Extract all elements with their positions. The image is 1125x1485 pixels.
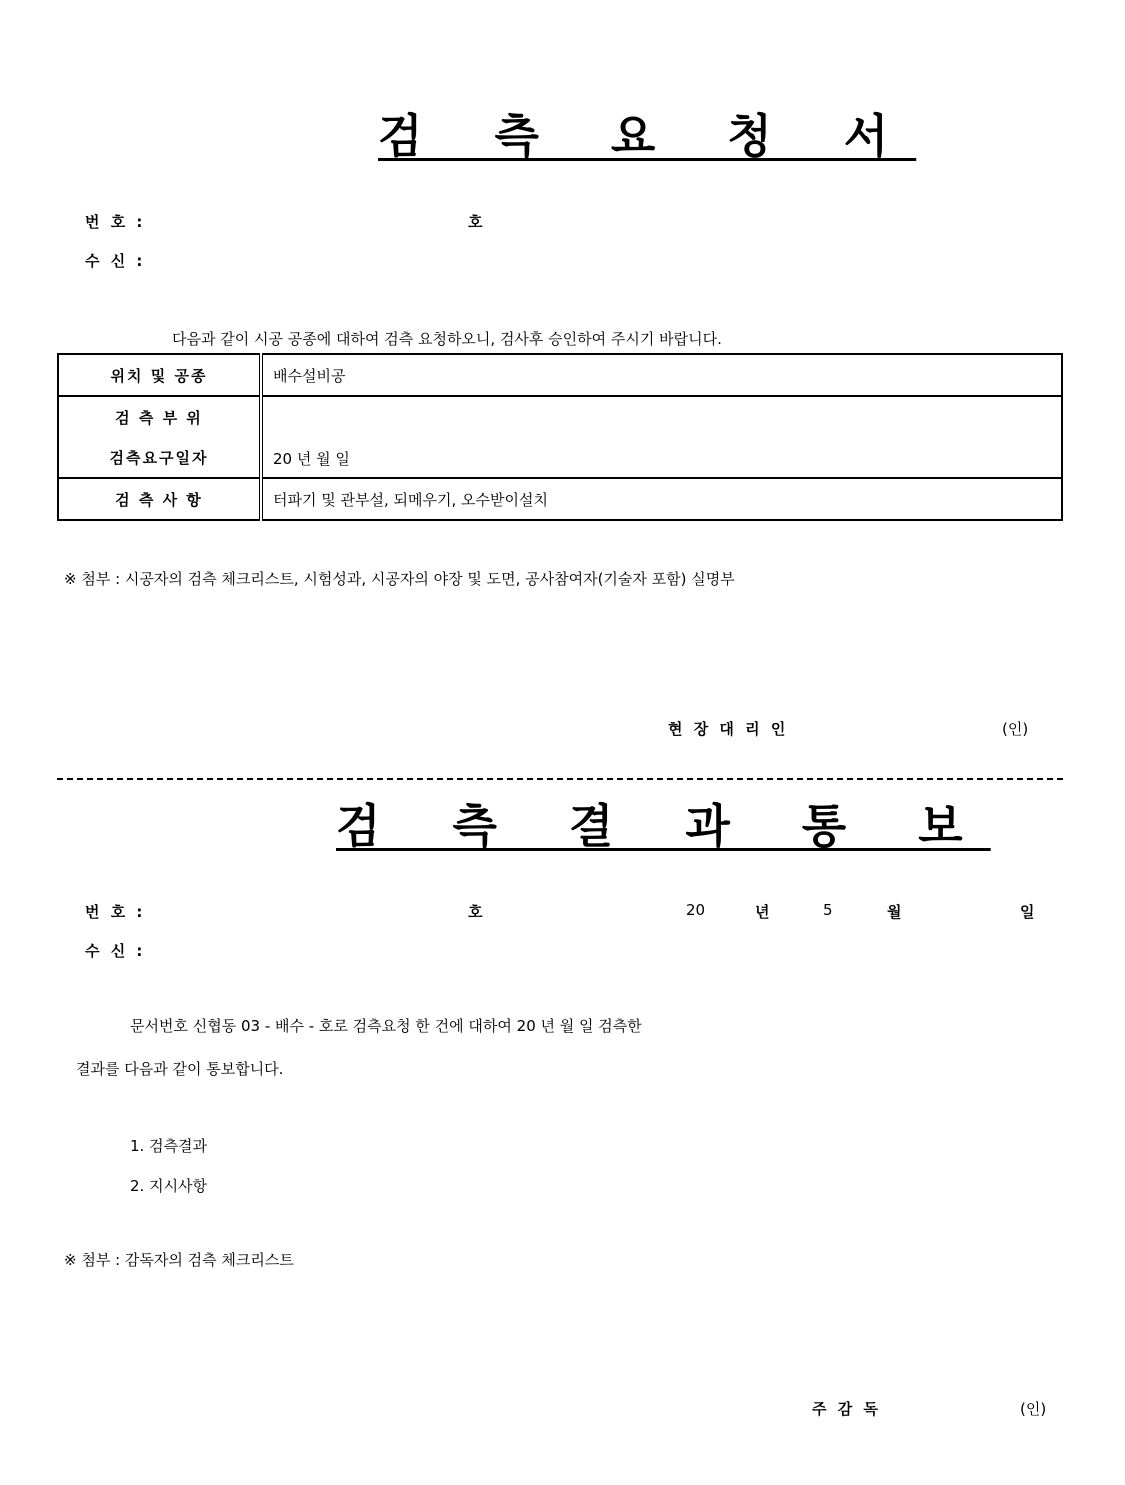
result-signer: 주 감 독 bbox=[812, 1400, 881, 1418]
request-signer: 현 장 대 리 인 bbox=[668, 720, 789, 738]
table-value-items: 터파기 및 관부설, 되메우기, 오수받이설치 bbox=[261, 478, 1062, 520]
table-label-location: 위치 및 공종 bbox=[58, 354, 261, 396]
result-date-year: 20 bbox=[686, 901, 706, 919]
request-number-suffix: 호 bbox=[468, 213, 483, 231]
table-row bbox=[58, 354, 1062, 396]
request-number-label: 번 호 : bbox=[85, 213, 146, 231]
result-body-line2: 결과를 다음과 같이 통보합니다. bbox=[76, 1060, 284, 1078]
table-label-date: 검측요구일자 bbox=[58, 437, 261, 478]
table-value-location: 배수설비공 bbox=[273, 366, 346, 385]
table-row bbox=[58, 478, 1062, 520]
result-date-month: 5 bbox=[823, 901, 833, 919]
result-attachment-note: ※ 첨부 : 감독자의 검측 체크리스트 bbox=[64, 1251, 294, 1269]
table-label-part: 검 측 부 위 bbox=[58, 396, 261, 437]
section-divider bbox=[57, 778, 1063, 780]
result-number-label: 번 호 : bbox=[85, 903, 146, 921]
request-intro: 다음과 같이 시공 공종에 대하여 검측 요청하오니, 검사후 승인하여 주시기 바랍니다. bbox=[172, 330, 722, 348]
request-attachment-note: ※ 첨부 : 시공자의 검측 체크리스트, 시험성과, 시공자의 야장 및 도면, 공사참여자(기술자 포함) 실명부 bbox=[64, 570, 735, 588]
result-title: 검 측 결 과 통 보 bbox=[336, 799, 991, 853]
table-value-date: 20 년 월 일 bbox=[261, 396, 1062, 478]
result-seal: (인) bbox=[1020, 1400, 1047, 1418]
request-recipient-label: 수 신 : bbox=[85, 252, 146, 270]
table-label-items: 검 측 사 항 bbox=[58, 478, 261, 520]
request-table bbox=[57, 353, 1063, 521]
result-date-day-unit: 일 bbox=[1020, 903, 1035, 921]
request-title: 검 측 요 청 서 bbox=[378, 109, 917, 163]
result-date-year-unit: 년 bbox=[755, 903, 770, 921]
result-number-suffix: 호 bbox=[468, 903, 483, 921]
result-item-2: 2. 지시사항 bbox=[130, 1177, 208, 1195]
result-body-line1: 문서번호 신협동 03 - 배수 - 호로 검측요청 한 건에 대하여 20 년 월 일 검측한 bbox=[130, 1017, 642, 1035]
result-recipient-label: 수 신 : bbox=[85, 942, 146, 960]
result-date-month-unit: 월 bbox=[887, 903, 902, 921]
request-seal: (인) bbox=[1002, 720, 1029, 738]
table-row bbox=[58, 396, 1062, 437]
result-item-1: 1. 검측결과 bbox=[130, 1137, 208, 1155]
